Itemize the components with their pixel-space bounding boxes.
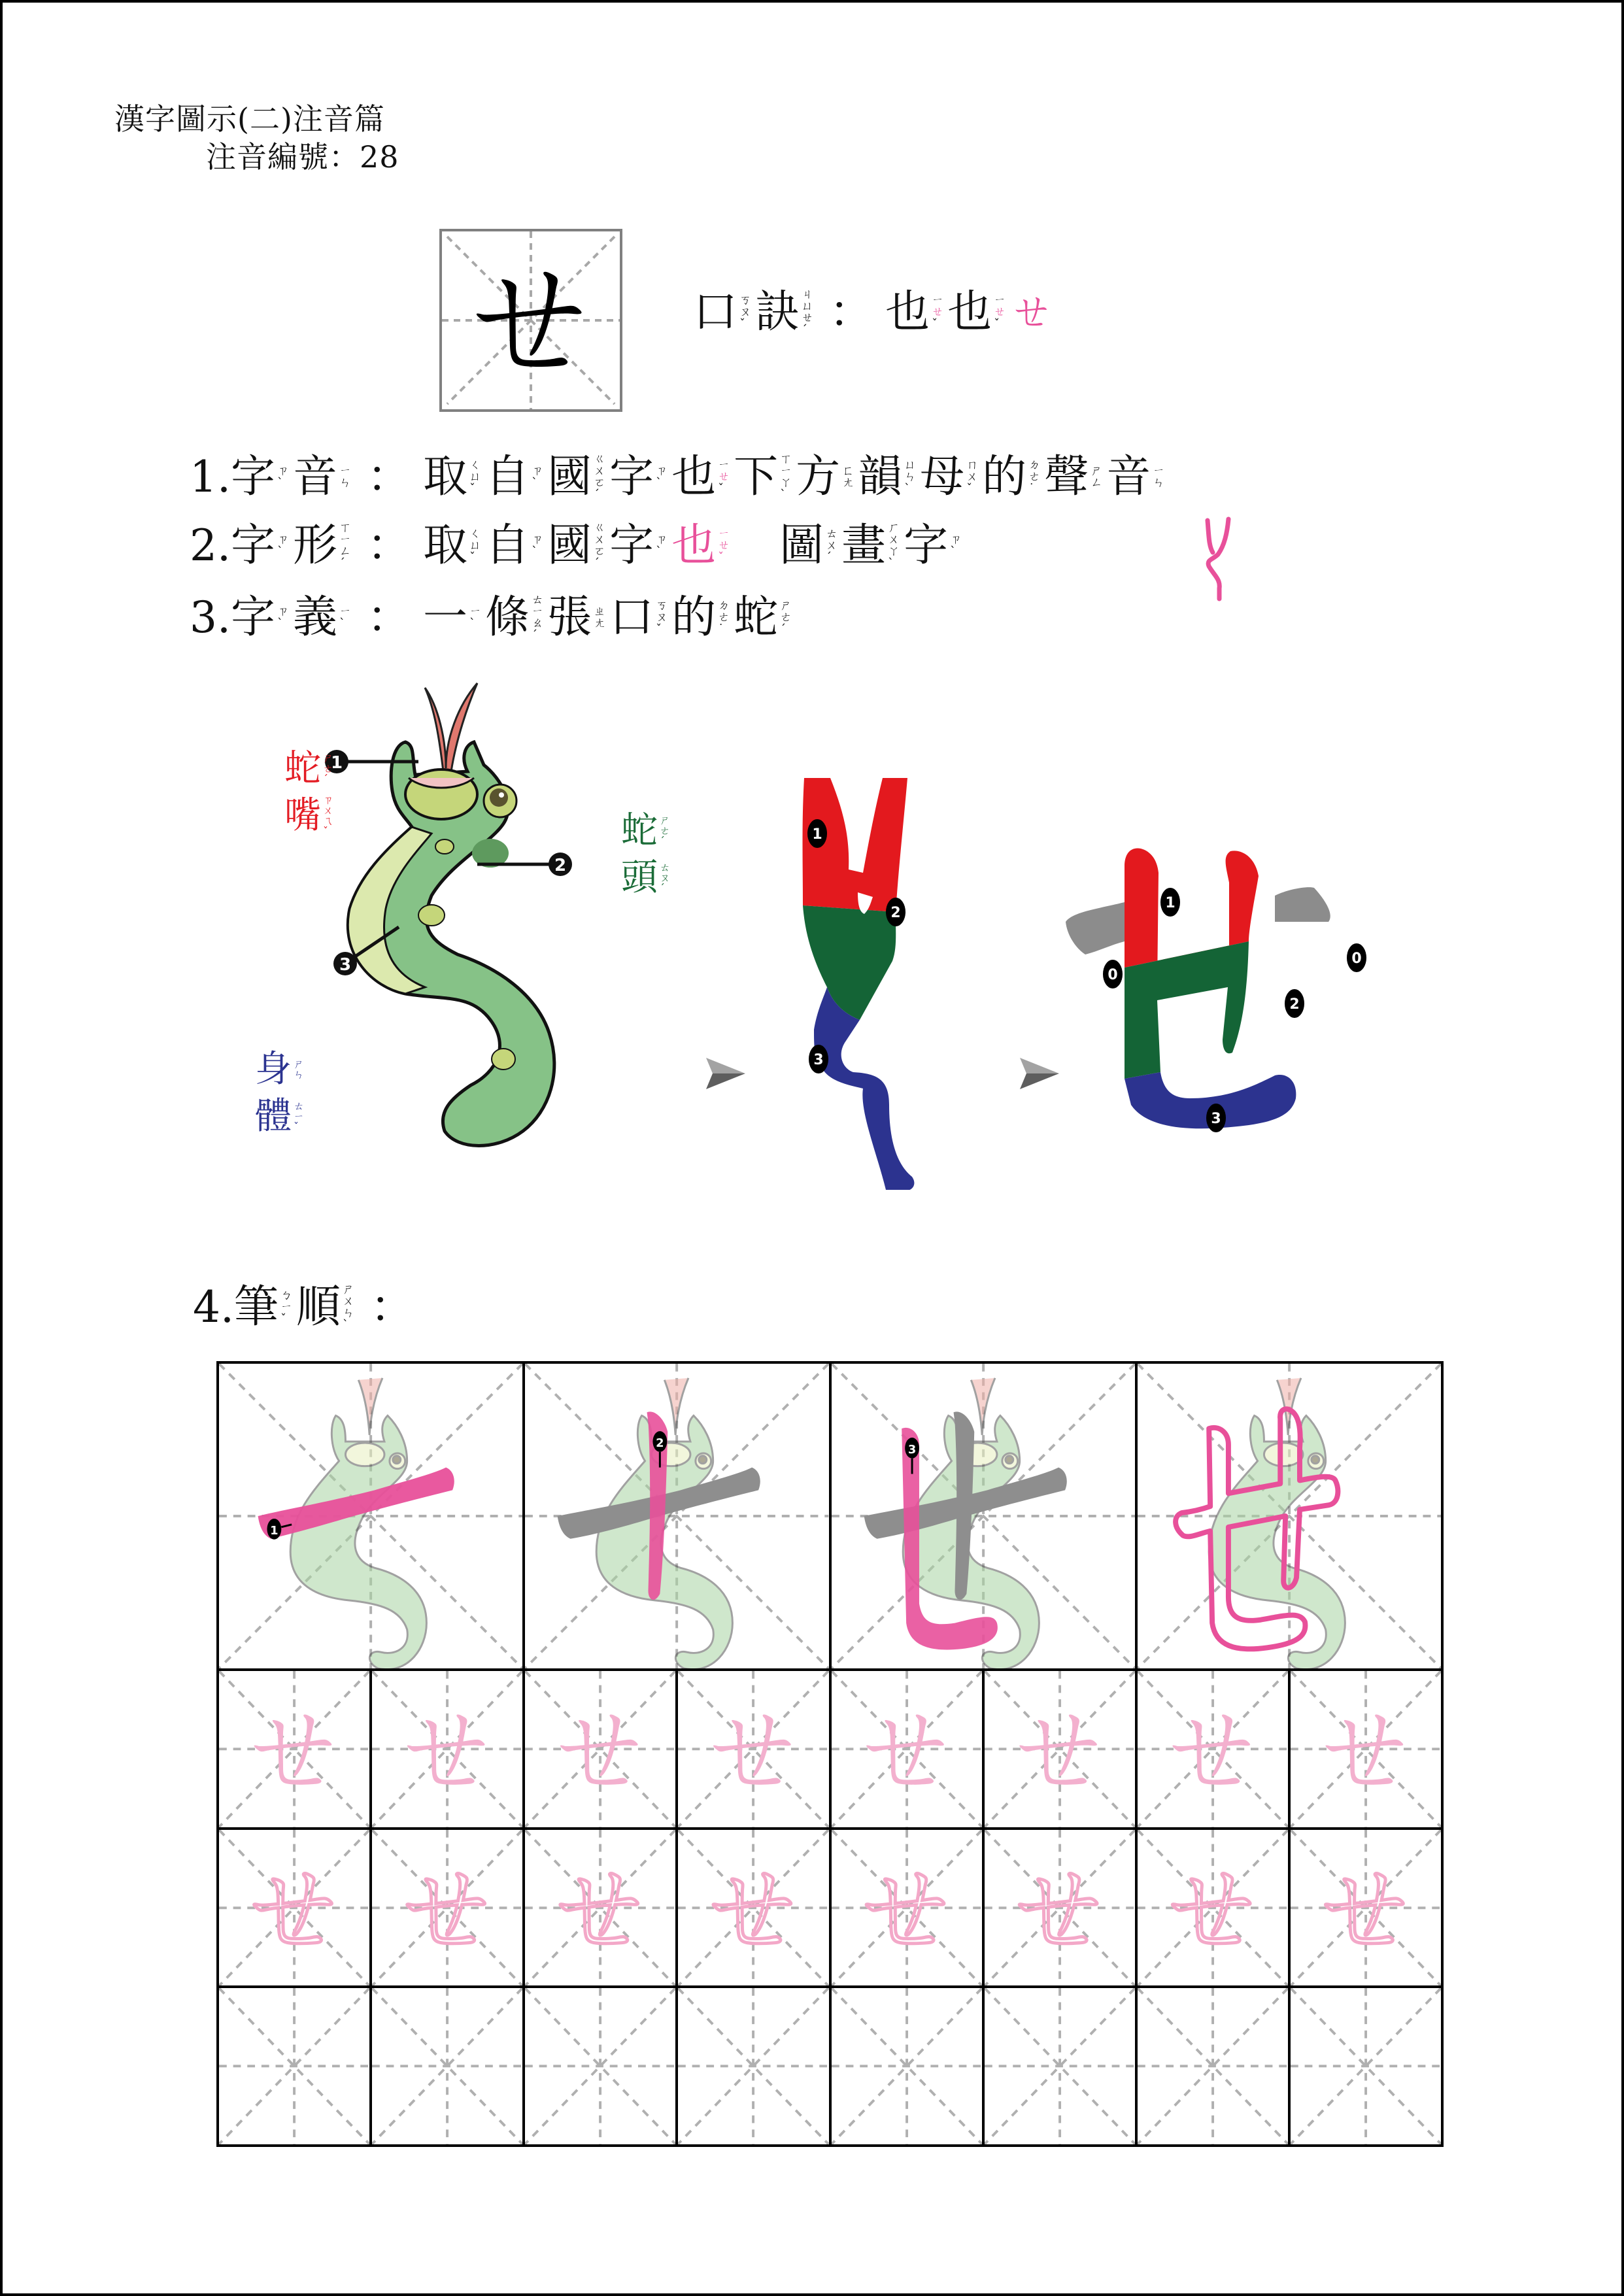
rice-grid-guide: [985, 1988, 1135, 2144]
hanzi: 蛇: [284, 747, 321, 790]
zhuyin-annotation: ㄕ ㄜ ˊ: [780, 599, 792, 636]
trace-char-outline: ㄝ: [392, 1844, 503, 1974]
section-body-char: [671, 451, 730, 503]
hanzi: 取: [423, 451, 468, 503]
section-stroke-order: [193, 1281, 426, 1334]
section-body-char: [547, 592, 605, 644]
hanzi: 也: [885, 286, 930, 338]
trace-char-outline: ㄝ: [239, 1844, 350, 1974]
hanzi: 蛇: [734, 592, 779, 643]
zhuyin-annotation: ㄧ ㄣ: [1153, 464, 1165, 490]
trace-char-outline: ㄝ: [851, 1844, 962, 1974]
practice-cell[interactable]: [829, 1668, 985, 1830]
colon: ：: [829, 286, 874, 338]
zhuyin-annotation: ㄊ ㄡ ˊ: [660, 861, 671, 894]
section-title-char: [293, 451, 351, 503]
colon: ：: [367, 451, 412, 503]
practice-cell-empty[interactable]: [829, 1985, 985, 2147]
hanzi: 取: [423, 520, 468, 571]
rice-grid-guide: [678, 1988, 828, 2144]
label-char: [621, 854, 670, 902]
practice-cell[interactable]: [675, 1827, 831, 1989]
pictograph-stroke-diagram: [798, 771, 968, 1190]
section-number: 2.: [190, 520, 231, 571]
trace-char-filled: ㄝ: [545, 1685, 656, 1815]
section-title-char: [293, 592, 351, 644]
practice-cell-empty[interactable]: [522, 1985, 678, 2147]
hanzi: 字: [230, 451, 275, 503]
zhuyin-annotation: ㄓ ㄤ: [594, 605, 606, 630]
hanzi: 張: [547, 592, 592, 643]
zhuyin-annotation: ㄇ ㄨ ˇ: [966, 458, 979, 496]
stroke-step-1-icon: [219, 1364, 522, 1668]
hanzi: 音: [1106, 451, 1151, 503]
section-shape: [190, 520, 966, 572]
main-symbol: ㄝ: [455, 233, 606, 407]
zhuyin-annotation: ㄗ ˋ: [532, 464, 544, 490]
stroke-step-2-icon: [525, 1364, 828, 1668]
zhuyin-annotation: ㄗ ˋ: [656, 464, 668, 490]
section-number: 4.: [193, 1282, 234, 1332]
section-body-char: [982, 451, 1040, 503]
hanzi: 筆: [233, 1281, 279, 1333]
label-snake-mouth: [284, 745, 337, 839]
hanzi: 也: [947, 286, 992, 338]
hanzi: 頭: [621, 856, 658, 899]
zhuyin-annotation: ㄧ ˋ: [339, 605, 352, 630]
section-body-char: [485, 592, 543, 644]
zhuyin-annotation: ㄒ ㄧ ㄚ ˋ: [780, 452, 792, 501]
zhuyin-annotation: ㄕ ㄨ ㄣ ˋ: [343, 1283, 355, 1332]
trace-char-filled: ㄝ: [851, 1685, 962, 1815]
section-sound: [190, 451, 1168, 503]
zhuyin-annotation: ㄧ ㄝ ˇ: [994, 294, 1006, 331]
trace-char-filled: ㄝ: [392, 1685, 503, 1815]
arrow-right-icon: [1020, 1058, 1059, 1089]
stroke-step-cell: [829, 1361, 1138, 1671]
practice-cell[interactable]: [829, 1827, 985, 1989]
svg-text:1: 1: [1165, 895, 1176, 911]
symbol-stroke-diagram: [1059, 811, 1399, 1138]
hanzi: 自: [485, 451, 530, 503]
mnemonic-line: [693, 286, 1058, 339]
rice-grid-guide: [219, 1988, 369, 2144]
hanzi: 國: [547, 451, 592, 503]
hanzi: 形: [293, 520, 338, 571]
zhuyin-annotation: ㄉ ㄜ ˙: [1028, 458, 1041, 496]
section-title-char: [296, 1281, 354, 1334]
section-body-char: [547, 520, 605, 572]
section-number: 1.: [190, 452, 231, 502]
zhuyin-annotation: ㄍ ㄨ ㄛ ˊ: [594, 521, 606, 570]
hanzi: 方: [796, 451, 841, 503]
section-body-char: [796, 451, 854, 503]
rice-grid-guide: [1138, 1988, 1288, 2144]
mnemonic-phrase-char: [1009, 286, 1054, 339]
symbol-number: 注音編號：28: [206, 139, 399, 175]
svg-text:2: 2: [890, 905, 901, 921]
practice-cell[interactable]: [216, 1827, 372, 1989]
hanzi: ㄝ: [1009, 286, 1055, 338]
section-body-char: [423, 520, 481, 572]
svg-text:0: 0: [1108, 967, 1118, 983]
mnemonic-phrase-char: [947, 286, 1006, 339]
trace-char-outline: ㄝ: [1157, 1844, 1268, 1974]
mnemonic-label-char: [755, 286, 813, 339]
svg-text:3: 3: [907, 1442, 916, 1457]
section-title-char: [231, 451, 289, 503]
practice-cell[interactable]: [522, 1827, 678, 1989]
zhuyin-annotation: ㄅ ㄧ ˇ: [280, 1289, 292, 1326]
hanzi: 圖: [779, 520, 824, 571]
hanzi: 嘴: [284, 794, 321, 837]
trace-char-filled: ㄝ: [1004, 1685, 1115, 1815]
stroke-step-cell: [216, 1361, 525, 1671]
hanzi: 字: [609, 451, 654, 503]
hanzi: 順: [296, 1281, 341, 1333]
label-char: [255, 1093, 304, 1140]
hanzi: 字: [904, 520, 949, 571]
section-title-char: [293, 520, 351, 572]
trace-char-filled: ㄝ: [1157, 1685, 1268, 1815]
section-body-char: [485, 520, 543, 572]
zhuyin-annotation: ㄉ ㄜ ˙: [718, 599, 730, 636]
zhuyin-annotation: ㄊ ㄧ ˇ: [294, 1100, 305, 1133]
trace-char-filled: ㄝ: [698, 1685, 809, 1815]
practice-cell[interactable]: [369, 1668, 525, 1830]
practice-cell[interactable]: [369, 1827, 525, 1989]
zhuyin-annotation: ㄍ ㄨ ㄛ ˊ: [594, 452, 606, 501]
hanzi: 韻: [858, 451, 903, 503]
zhuyin-annotation: ㄗ ˋ: [532, 533, 544, 558]
label-char: [284, 745, 333, 792]
hanzi: 條: [485, 592, 530, 643]
zhuyin-annotation: ㄗ ㄨ ㄟ ˇ: [323, 794, 334, 837]
zhuyin-annotation: ㄧ ㄣ: [339, 464, 352, 490]
hanzi: 字: [230, 520, 275, 571]
practice-cell[interactable]: [1288, 1827, 1444, 1989]
hanzi: 字: [609, 520, 654, 571]
section-body-char: [1106, 451, 1164, 503]
hanzi: 也: [671, 451, 717, 503]
svg-text:1: 1: [330, 753, 343, 773]
trace-char-filled: ㄝ: [239, 1685, 350, 1815]
practice-cell[interactable]: [1135, 1668, 1291, 1830]
section-body-char: [547, 451, 605, 503]
practice-cell[interactable]: [675, 1668, 831, 1830]
practice-cell-empty[interactable]: [675, 1985, 831, 2147]
hanzi: 音: [293, 451, 338, 503]
arrow-right-icon: [706, 1058, 745, 1089]
section-body-char: [1044, 451, 1102, 503]
zhuyin-annotation: ㄩ ㄣ ˋ: [904, 458, 917, 496]
rice-grid-guide: [525, 1988, 675, 2144]
practice-cell-empty[interactable]: [216, 1985, 372, 2147]
svg-text:1: 1: [270, 1523, 279, 1538]
practice-cell-empty[interactable]: [1135, 1985, 1291, 2147]
zhuyin-annotation: ㄒ ㄧ ㄥ ˊ: [339, 521, 352, 570]
hanzi: 國: [547, 520, 592, 571]
series-title: 漢字圖示(二)注音篇: [114, 101, 385, 137]
colon: ：: [367, 520, 412, 571]
section-body-char: [609, 592, 668, 644]
stroke-step-3-icon: [832, 1364, 1135, 1668]
section-body-char: [904, 520, 962, 572]
main-symbol-box: [439, 229, 622, 412]
rice-grid-guide: [372, 1988, 522, 2144]
hanzi: 畫: [841, 520, 887, 571]
zhuyin-annotation: ㄎ ㄡ ˇ: [739, 294, 752, 331]
section-title-char: [234, 1281, 292, 1334]
section-body-char: [485, 451, 543, 503]
zhuyin-annotation: ㄎ ㄡ ˇ: [656, 599, 668, 636]
label-char: [284, 792, 333, 839]
zhuyin-annotation: ㄧ ˋ: [469, 605, 482, 630]
label-snake-body: [255, 1046, 308, 1140]
section-body-char: [609, 451, 668, 503]
section-title-char: [231, 592, 289, 644]
hanzi: 字: [230, 592, 275, 643]
rice-grid-guide: [1291, 1988, 1441, 2144]
svg-text:3: 3: [1211, 1111, 1221, 1127]
practice-grid: [216, 1361, 1441, 2144]
svg-text:0: 0: [1351, 951, 1362, 967]
section-body-char: [779, 520, 837, 572]
zhuyin-annotation: ㄗ ˋ: [950, 533, 962, 558]
trace-char-filled: ㄝ: [1310, 1685, 1421, 1815]
practice-cell-empty[interactable]: [982, 1985, 1138, 2147]
hanzi: 蛇: [621, 809, 658, 852]
hanzi: 訣: [755, 286, 800, 338]
practice-cell-empty[interactable]: [1288, 1985, 1444, 2147]
section-body-char: [423, 451, 481, 503]
zhuyin-annotation: ㄑ ㄩ ˇ: [469, 458, 482, 496]
section-body-char: [609, 520, 668, 572]
zhuyin-annotation: ㄕ ㄜ ˊ: [660, 814, 671, 847]
ancient-ye-glyph-icon: [1200, 516, 1239, 601]
hanzi: 的: [982, 451, 1027, 503]
hanzi: 下: [734, 451, 779, 503]
hanzi: 自: [485, 520, 530, 571]
hanzi: 體: [255, 1095, 292, 1138]
section-body-char: [671, 520, 730, 572]
label-char: [255, 1046, 304, 1093]
zhuyin-annotation: ㄗ ˋ: [277, 605, 289, 630]
zhuyin-annotation: ㄕ ㄜ ˊ: [323, 752, 334, 785]
svg-text:1: 1: [812, 826, 822, 843]
svg-text:2: 2: [554, 856, 567, 875]
zhuyin-annotation: ㄈ ㄤ: [842, 464, 854, 490]
label-snake-head: [621, 807, 674, 902]
practice-cell[interactable]: [982, 1827, 1138, 1989]
hanzi: 義: [293, 592, 338, 643]
hanzi: 母: [920, 451, 965, 503]
practice-cell[interactable]: [216, 1668, 372, 1830]
svg-text:3: 3: [339, 955, 352, 975]
svg-text:2: 2: [656, 1436, 664, 1450]
section-body-char: [734, 451, 792, 503]
label-char: [621, 807, 670, 854]
zhuyin-annotation: ㄑ ㄩ ˇ: [469, 527, 482, 564]
zhuyin-annotation: ㄊ ㄨ ˊ: [826, 527, 838, 564]
zhuyin-annotation: ㄧ ㄝ ˇ: [932, 294, 944, 331]
trace-char-outline: ㄝ: [698, 1844, 809, 1974]
rice-grid-guide: [832, 1988, 982, 2144]
hanzi: 也: [671, 520, 717, 571]
trace-char-outline: ㄝ: [545, 1844, 656, 1974]
section-number: 3.: [190, 592, 231, 643]
stroke-step-complete-icon: [1138, 1364, 1441, 1668]
section-title-char: [231, 520, 289, 572]
section-body-char: [671, 592, 730, 644]
section-meaning: [190, 592, 796, 644]
hanzi: 一: [423, 592, 468, 643]
hanzi: 口: [693, 286, 738, 338]
stroke-step-cell: [522, 1361, 831, 1671]
zhuyin-annotation: ㄕ ㄣ: [294, 1058, 305, 1081]
mnemonic-phrase-char: [885, 286, 943, 339]
zhuyin-annotation: ㄐ ㄩ ㄝ ˊ: [802, 288, 814, 337]
section-body-char: [734, 592, 792, 644]
zhuyin-annotation: ㄕ ㄥ: [1091, 464, 1103, 490]
hanzi: 聲: [1044, 451, 1089, 503]
stroke-step-cell: [1135, 1361, 1444, 1671]
zhuyin-annotation: ㄗ ˋ: [656, 533, 668, 558]
colon: ：: [370, 1281, 415, 1333]
practice-cell[interactable]: [1135, 1827, 1291, 1989]
practice-cell[interactable]: [522, 1668, 678, 1830]
zhuyin-annotation: ㄧ ㄝ ˇ: [718, 458, 730, 496]
hanzi: 的: [671, 592, 717, 643]
hanzi: 口: [609, 592, 654, 643]
zhuyin-annotation: ㄊ ㄧ ㄠ ˊ: [532, 593, 544, 642]
section-body-char: [858, 451, 916, 503]
practice-cell[interactable]: [982, 1668, 1138, 1830]
zhuyin-annotation: ㄧ ㄝ ˇ: [718, 527, 730, 564]
hanzi: 身: [255, 1048, 292, 1090]
trace-char-outline: ㄝ: [1310, 1844, 1421, 1974]
colon: ：: [367, 592, 412, 643]
zhuyin-annotation: ㄗ ˋ: [277, 464, 289, 490]
section-body-char: [841, 520, 900, 572]
practice-cell-empty[interactable]: [369, 1985, 525, 2147]
practice-cell[interactable]: [1288, 1668, 1444, 1830]
svg-text:2: 2: [1289, 996, 1300, 1013]
zhuyin-annotation: ㄗ ˋ: [277, 533, 289, 558]
trace-char-outline: ㄝ: [1004, 1844, 1115, 1974]
svg-text:3: 3: [813, 1052, 824, 1068]
mnemonic-label-char: [693, 286, 751, 339]
zhuyin-annotation: ㄏ ㄨ ㄚ ˋ: [888, 521, 900, 570]
section-body-char: [423, 592, 481, 644]
section-body-char: [920, 451, 978, 503]
